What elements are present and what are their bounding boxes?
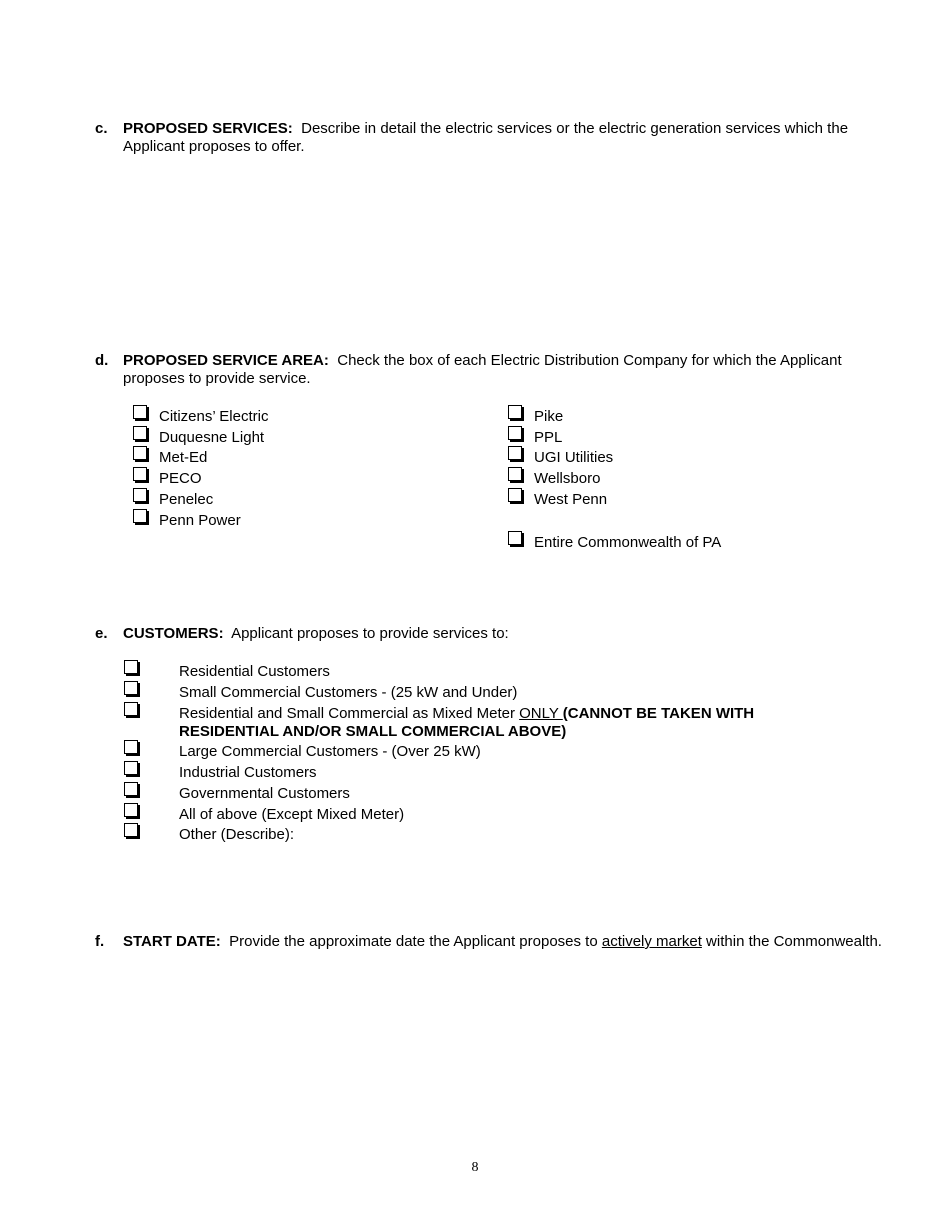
checkbox-duquesne-light[interactable] [133, 426, 147, 440]
checkbox-pike[interactable] [508, 405, 522, 419]
section-letter: e. [95, 625, 108, 642]
checkbox-ugi-utilities[interactable] [508, 446, 522, 460]
mixed-meter-warning-line2: RESIDENTIAL AND/OR SMALL COMMERCIAL ABOVE) [179, 723, 567, 740]
checkbox-residential[interactable] [124, 660, 138, 674]
checkbox-label [179, 705, 754, 723]
checkbox-label: Met-Ed [159, 449, 208, 466]
section-f [95, 933, 895, 951]
checkbox-label: PPL [534, 429, 563, 446]
checkbox-label: Entire Commonwealth of PA [534, 534, 722, 551]
checkbox-label: Governmental Customers [179, 785, 350, 802]
section-heading: START DATE: [123, 933, 221, 950]
checkbox-label: Residential Customers [179, 663, 330, 680]
section-text: Check the box of each Electric Distribution Company for which the Applicant proposes to provide service. [123, 352, 842, 387]
section-c-body [123, 120, 895, 156]
checkbox-label: Pike [534, 408, 564, 425]
section-heading: PROPOSED SERVICE AREA: [123, 352, 329, 369]
checkbox-label: Penn Power [159, 512, 241, 529]
checkbox-west-penn[interactable] [508, 488, 522, 502]
mixed-meter-warning: (CANNOT BE TAKEN WITH [562, 705, 755, 722]
section-heading: PROPOSED SERVICES: [123, 120, 293, 137]
section-heading: CUSTOMERS: [123, 625, 224, 642]
checkbox-citizens-electric[interactable] [133, 405, 147, 419]
section-e [95, 625, 895, 643]
checkbox-label: Penelec [159, 491, 214, 508]
checkbox-penelec[interactable] [133, 488, 147, 502]
checkbox-ppl[interactable] [508, 426, 522, 440]
section-text-end: within the Commonwealth. [701, 933, 882, 950]
checkbox-label: Small Commercial Customers - (25 kW and Under) [179, 684, 518, 701]
checkbox-label: UGI Utilities [534, 449, 614, 466]
checkbox-met-ed[interactable] [133, 446, 147, 460]
section-text: Provide the approximate date the Applicant proposes to [229, 933, 602, 950]
checkbox-all-of-above[interactable] [124, 803, 138, 817]
section-letter: c. [95, 120, 108, 137]
section-text: Applicant proposes to provide services to: [231, 625, 509, 642]
checkbox-industrial[interactable] [124, 761, 138, 775]
checkbox-label: West Penn [534, 491, 608, 508]
checkbox-small-commercial[interactable] [124, 681, 138, 695]
checkbox-label: Citizens’ Electric [159, 408, 269, 425]
mixed-meter-text: Residential and Small Commercial as Mixed Meter [179, 705, 520, 722]
checkbox-label: All of above (Except Mixed Meter) [179, 806, 405, 823]
checkbox-penn-power[interactable] [133, 509, 147, 523]
checkbox-governmental[interactable] [124, 782, 138, 796]
checkbox-label: Wellsboro [534, 470, 601, 487]
mixed-meter-only: ONLY [519, 705, 563, 722]
page-number: 8 [471, 1160, 479, 1175]
section-f-body [123, 933, 895, 951]
checkbox-wellsboro[interactable] [508, 467, 522, 481]
checkbox-label: PECO [159, 470, 202, 487]
checkbox-mixed-meter[interactable] [124, 702, 138, 716]
checkbox-entire-commonwealth[interactable] [508, 531, 522, 545]
section-letter: f. [95, 933, 105, 950]
section-text-underline: actively market [601, 933, 702, 950]
section-letter: d. [95, 352, 109, 369]
checkbox-peco[interactable] [133, 467, 147, 481]
section-e-body [123, 625, 895, 643]
checkbox-label: Large Commercial Customers - (Over 25 kW) [179, 743, 481, 760]
checkbox-other[interactable] [124, 823, 138, 837]
section-text: Describe in detail the electric services or the electric generation services which the Applicant proposes to offer. [123, 120, 849, 155]
section-d [95, 352, 895, 388]
checkbox-label: Duquesne Light [159, 429, 265, 446]
section-c [95, 120, 895, 156]
checkbox-label: Other (Describe): [179, 826, 295, 843]
section-d-body [123, 352, 895, 388]
checkbox-label: Industrial Customers [179, 764, 317, 781]
checkbox-large-commercial[interactable] [124, 740, 138, 754]
